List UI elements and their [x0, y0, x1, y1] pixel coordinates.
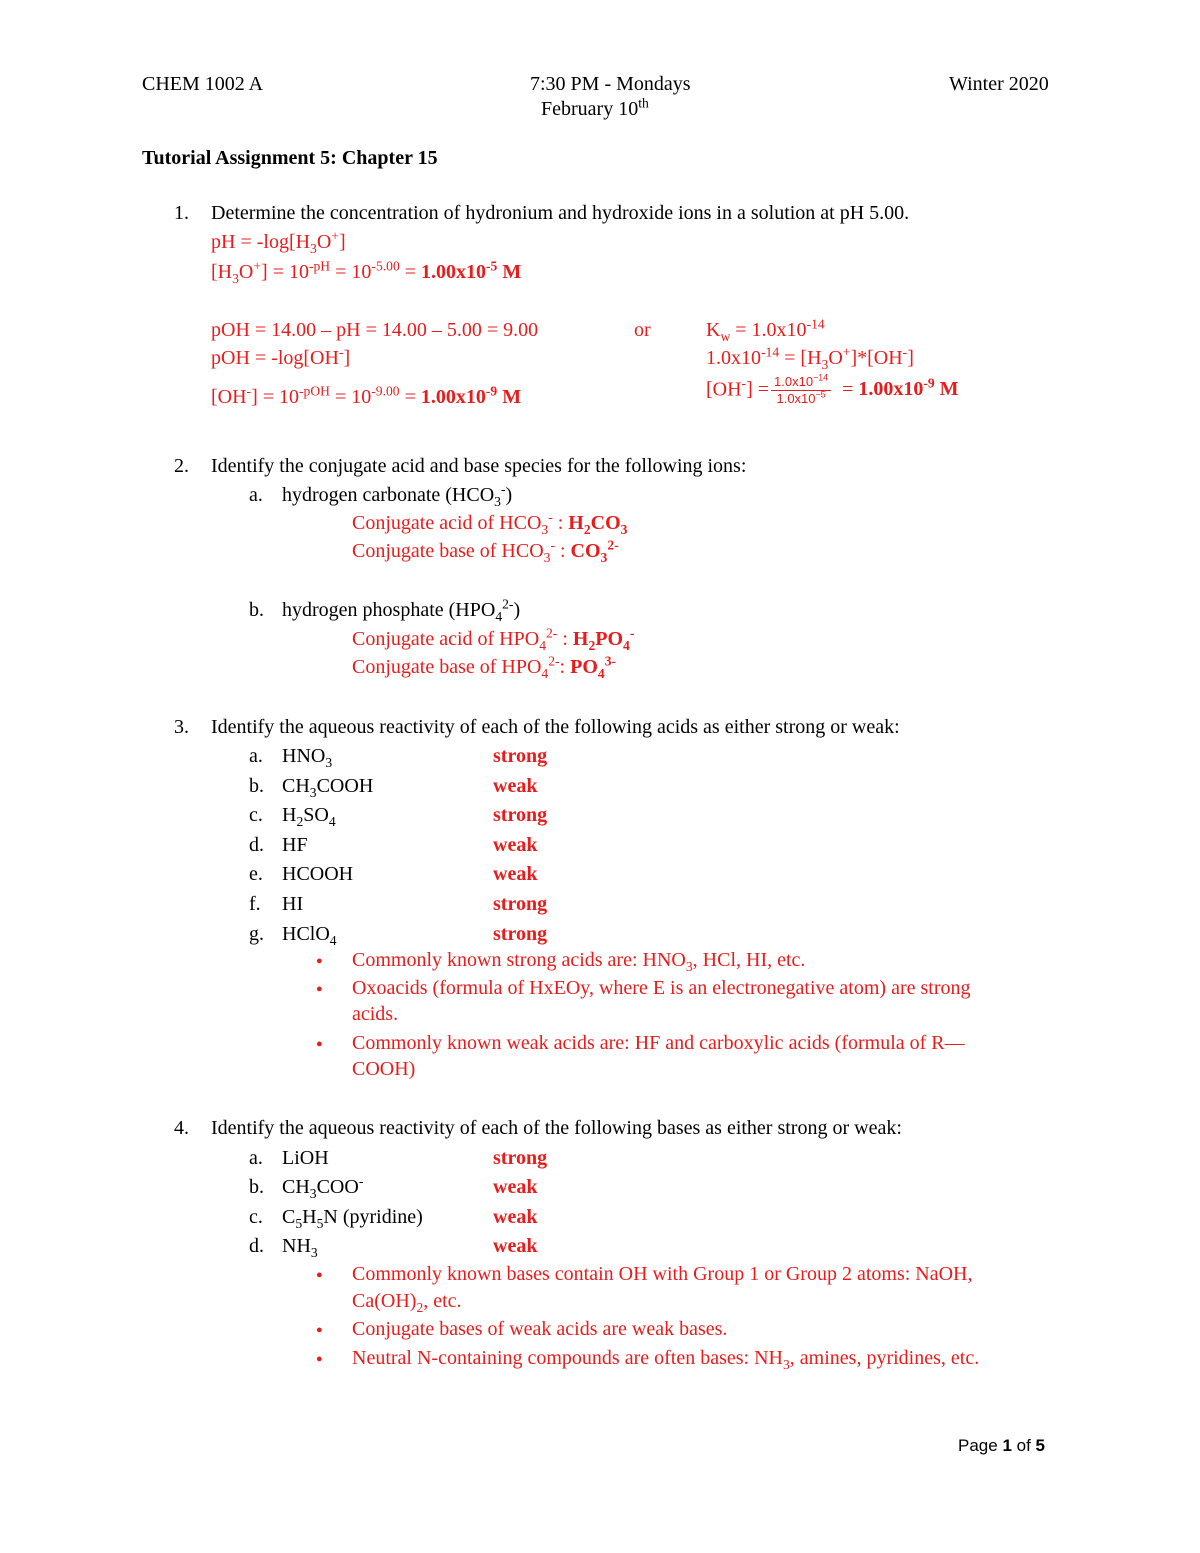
- q1-kw: $K_w = 1.0x10^{-14}$: [706, 316, 825, 344]
- q2b-label: b.: [249, 599, 264, 621]
- q1-oh-calculation: $[OH^-] = 10^{-pOH} = 10^{-9.00} = 1.00x10^{-9}$ M: [211, 383, 522, 408]
- q3-item-answer: strong: [493, 893, 548, 915]
- q1-fraction-numerator: $1.0x10^{-14}$: [771, 374, 831, 391]
- q4-bullet-1-line-2: $Ca(OH)_2$, etc.: [352, 1290, 462, 1315]
- q3-item-label: f.: [249, 893, 261, 915]
- q3-item-label: b.: [249, 774, 264, 797]
- q2b-text: hydrogen phosphate $(HPO_4^{2-})$: [282, 596, 521, 624]
- q1-h3o-answer: $1.00x10^{-5}$ M: [421, 258, 522, 283]
- q4-item-answer: strong: [493, 1147, 548, 1169]
- q3-item-label: g.: [249, 922, 264, 945]
- header-term: Winter 2020: [949, 73, 1049, 95]
- q4-bullet-2-marker: ●: [316, 1324, 323, 1336]
- q3-bullet-1: Commonly known strong acids are: $HNO_3$, HCl, HI, etc.: [352, 949, 806, 974]
- q1-h3o-calculation: $[H_3O^+] = 10^{-pH} = 10^{-5.00} = 1.00x10^{-5}$ M: [211, 258, 522, 286]
- q1-oh-fraction-calculation: [OH-] = $\frac{1.0x10^{-14}}{1.0x10^{-5}}$ = $1.00x10^{-9}$ M: [706, 372, 959, 407]
- q1-poh-calculation: pOH = 14.00 – pH = 14.00 – 5.00 = 9.00: [211, 319, 539, 341]
- q2a-conjugate-base: Conjugate base of $HCO_3^-$ : $CO_3^{2-}$: [352, 537, 619, 565]
- q3-item-label: d.: [249, 833, 264, 856]
- q3-item-label: e.: [249, 863, 263, 886]
- q3-prompt: Identify the aqueous reactivity of each of the following acids as either strong or weak:: [211, 716, 900, 738]
- q3-bullet-2-line-2: acids.: [352, 1003, 399, 1025]
- q2a-text: hydrogen carbonate $(HCO_3^-)$: [282, 481, 513, 509]
- q3-bullet-3-marker: ●: [316, 1038, 323, 1050]
- q4-bullet-1-line-1: Commonly known bases contain OH with Group 1 or Group 2 atoms: NaOH,: [352, 1263, 973, 1285]
- q3-item-formula: HClO$_4$: [282, 922, 337, 948]
- q3-bullet-1-marker: ●: [316, 955, 323, 967]
- q3-item-formula: HF: [282, 833, 308, 856]
- q3-number: 3.: [174, 716, 189, 738]
- q4-prompt: Identify the aqueous reactivity of each of the following bases as either strong or weak:: [211, 1117, 902, 1139]
- q2b-conjugate-acid: Conjugate acid of $HPO_4^{2-}$ : $H_2PO_4^-$: [352, 625, 635, 653]
- q2-prompt: Identify the conjugate acid and base species for the following ions:: [211, 455, 747, 477]
- q4-item-formula: $CH_3COO^-$: [282, 1173, 364, 1202]
- q4-item-label: d.: [249, 1234, 264, 1257]
- q1-or: or: [634, 319, 651, 341]
- q3-item-answer: weak: [493, 863, 538, 886]
- page-title: Tutorial Assignment 5: Chapter 15: [142, 147, 438, 169]
- q3-item-answer: weak: [493, 833, 538, 856]
- q3-item-label: c.: [249, 804, 263, 827]
- q3-item-answer: strong: [493, 745, 548, 767]
- q4-item-answer: weak: [493, 1205, 538, 1228]
- q4-bullet-2: Conjugate bases of weak acids are weak bases.: [352, 1318, 728, 1340]
- q3-bullet-2-line-1: Oxoacids (formula of HxEOy, where E is an electronegative atom) are strong: [352, 977, 971, 999]
- header-date-sup: th: [638, 95, 649, 111]
- q3-item-answer: weak: [493, 774, 538, 797]
- q4-item-answer: weak: [493, 1234, 538, 1257]
- q4-item-answer: weak: [493, 1176, 538, 1199]
- q3-item-formula: HCOOH: [282, 863, 354, 886]
- q1-prompt: Determine the concentration of hydronium and hydroxide ions in a solution at pH 5.00.: [211, 202, 910, 224]
- q1-fraction: [771, 374, 831, 408]
- q4-item-label: b.: [249, 1176, 264, 1199]
- q3-bullet-3-line-2: COOH): [352, 1058, 416, 1080]
- q3-item-label: a.: [249, 745, 263, 767]
- q1-kw-expression: $1.0x10^{-14} = [H_3O^+]*[OH^-]$: [706, 344, 914, 372]
- q3-item-formula: $CH_3COOH$: [282, 774, 374, 800]
- q1-poh-definition: pOH = -log[OH-]: [211, 344, 351, 369]
- header-time: 7:30 PM - Mondays: [530, 73, 691, 95]
- q3-item-formula: HI: [282, 893, 304, 915]
- q1-oh-answer: $1.00x10^{-9}$ M: [420, 383, 522, 408]
- header-course: CHEM 1002 A: [142, 73, 264, 95]
- q4-bullet-3: Neutral N-containing compounds are often bases: $NH_3$, amines, pyridines, etc.: [352, 1347, 980, 1372]
- q3-bullet-2-marker: ●: [316, 983, 323, 995]
- q2a-label: a.: [249, 484, 263, 506]
- q1-oh-fraction-answer: $1.00x10^{-9}$ M: [858, 375, 959, 401]
- q3-item-formula: $H_2SO_4$: [282, 804, 336, 830]
- header-date-text: February 10: [541, 98, 639, 120]
- q3-item-answer: strong: [493, 922, 548, 945]
- q1-number: 1.: [174, 202, 189, 224]
- q4-item-formula: $NH_3$: [282, 1234, 318, 1260]
- q3-item-answer: strong: [493, 804, 548, 827]
- q4-bullet-3-marker: ●: [316, 1353, 323, 1365]
- q2a-conjugate-acid: Conjugate acid of $HCO_3^-$ : $H_2CO_3$: [352, 509, 628, 537]
- q4-number: 4.: [174, 1117, 189, 1139]
- q4-item-formula: LiOH: [282, 1147, 329, 1169]
- q4-item-label: c.: [249, 1205, 263, 1228]
- q3-item-formula: $HNO_3$: [282, 745, 333, 770]
- q4-item-label: a.: [249, 1147, 263, 1169]
- q4-bullet-1-marker: ●: [316, 1269, 323, 1281]
- header-date: [541, 97, 649, 121]
- q1-ph-definition: pH = $-\log[H_3O^+]$: [211, 228, 346, 256]
- q4-item-formula: $C_5H_5N$ (pyridine): [282, 1205, 423, 1231]
- q3-bullet-3-line-1: Commonly known weak acids are: HF and carboxylic acids (formula of R—: [352, 1032, 965, 1054]
- page-footer: Page 1 of 5: [958, 1436, 1045, 1455]
- q2b-conjugate-base: Conjugate base of $HPO_4^{2-}$: $PO_4^{3-}$: [352, 653, 617, 681]
- q2-number: 2.: [174, 455, 189, 477]
- q1-fraction-denominator: $1.0x10^{-5}$: [776, 389, 826, 407]
